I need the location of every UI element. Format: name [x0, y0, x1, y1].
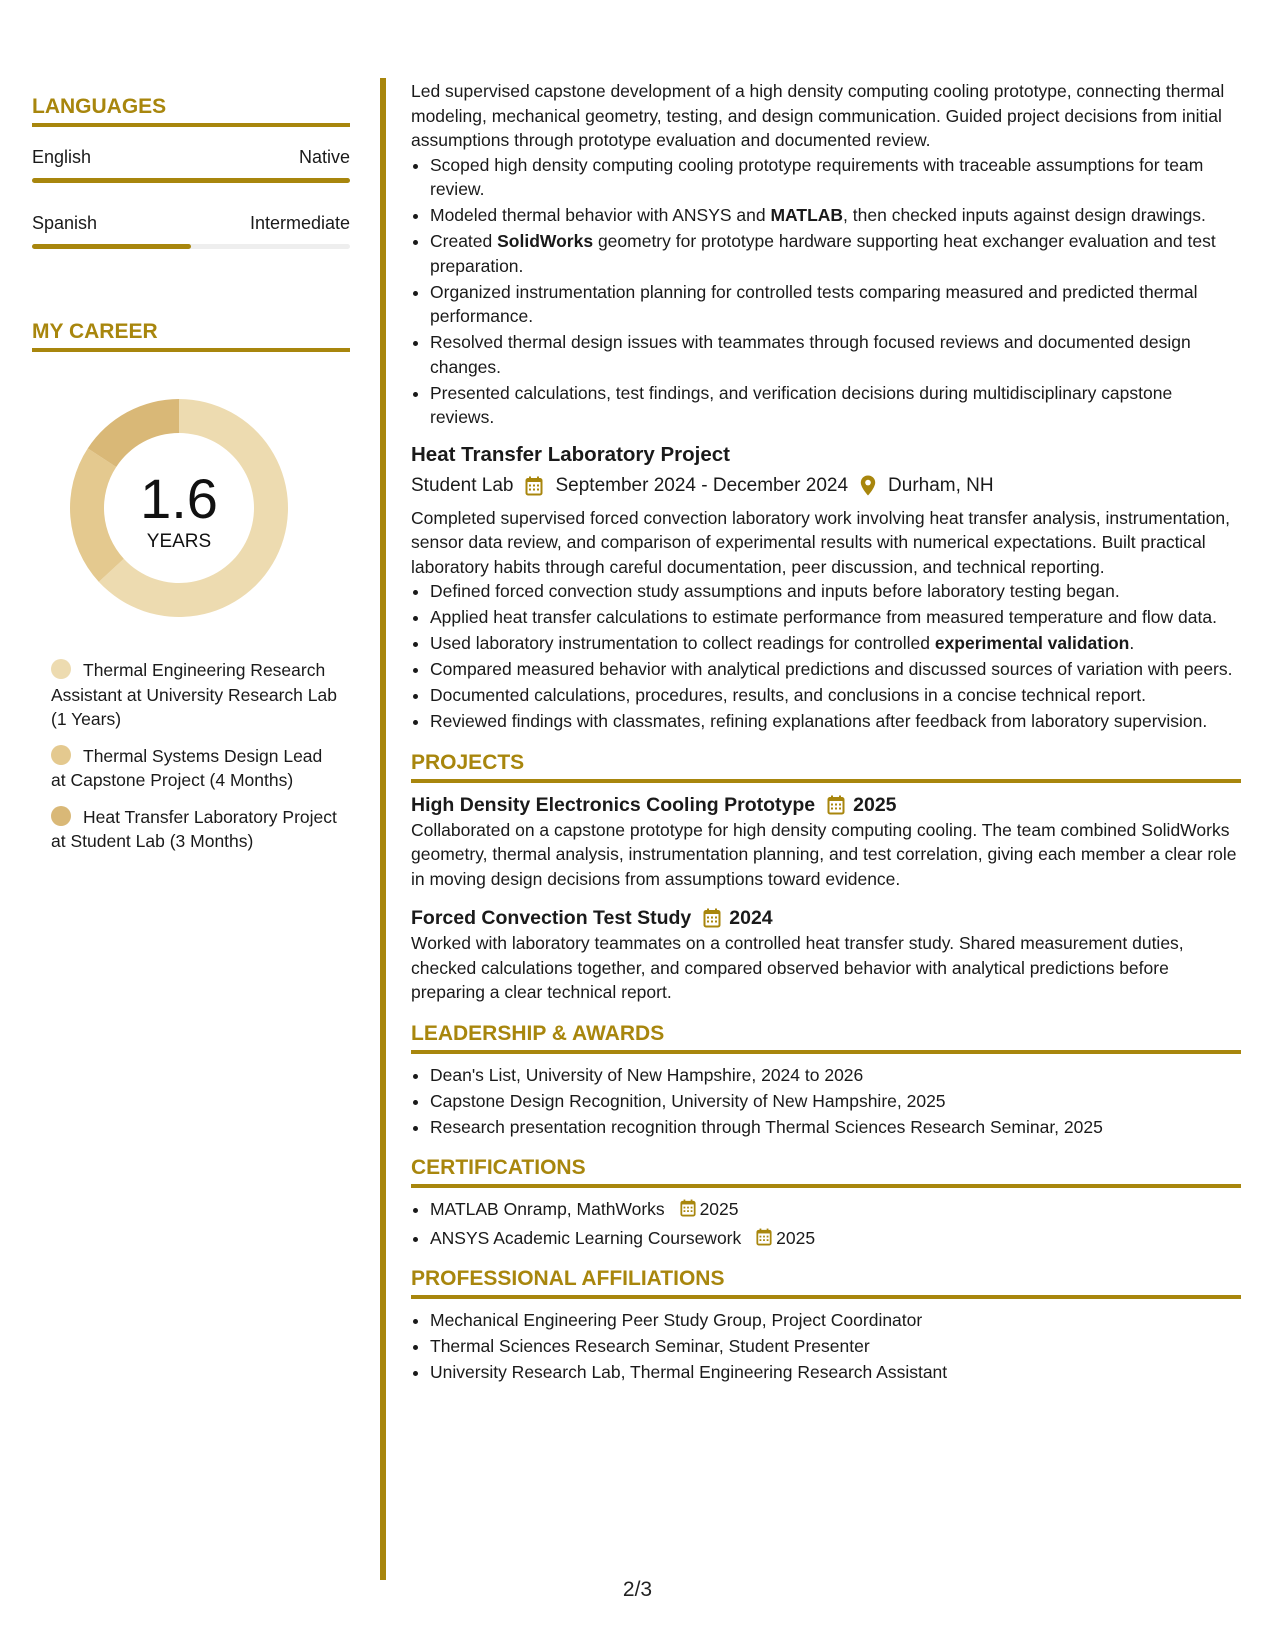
intro-bullets	[411, 153, 1241, 430]
bullet-item	[430, 381, 1241, 430]
language-proficiency-fill	[32, 178, 350, 183]
bullet-text: Defined forced convection study assumptions and inputs before laboratory testing began.	[430, 581, 1120, 601]
career-legend-item	[51, 658, 341, 732]
calendar-icon	[756, 1228, 772, 1246]
affiliations-list	[411, 1308, 1241, 1385]
intro-paragraph: Led supervised capstone development of a high density computing cooling prototype, connecting thermal modeling, mechanical geometry, testing, and design communication. Guided project decisions from initial assumptions through prototype evaluation and documented review.	[411, 81, 1225, 150]
entry-bullets	[411, 579, 1241, 734]
legend-dot-icon	[51, 745, 71, 765]
career-legend-item	[51, 744, 341, 793]
certification-year: 2025	[776, 1227, 816, 1248]
bullet-text: Compared measured behavior with analytical predictions and discussed sources of variation with peers.	[430, 659, 1233, 679]
column-divider	[380, 78, 386, 1580]
award-item: • Dean's List, University of New Hampshire, 2024 to 2026	[430, 1063, 1241, 1088]
bullet-text: .	[1129, 633, 1135, 653]
language-proficiency-bar	[32, 244, 350, 249]
entry-org: Student Lab	[411, 474, 514, 496]
location-pin-icon	[860, 475, 876, 496]
sidebar	[32, 94, 350, 866]
project-description: Worked with laboratory teammates on a controlled heat transfer study. Shared measurement duties, checked calculations together, and compared observed behavior with analytical predictions before preparing a clear technical report.	[411, 933, 1184, 1002]
bullet-item	[430, 605, 1241, 630]
career-total-years: 1.6	[140, 467, 218, 530]
calendar-icon	[703, 908, 721, 928]
bullet-text: Scoped high density computing cooling prototype requirements with traceable assumptions for team review.	[430, 154, 1204, 199]
legend-dot-icon	[51, 806, 71, 826]
bullet-bold-text: MATLAB	[770, 205, 844, 225]
bullet-text: Reviewed findings with classmates, refining explanations after feedback from laboratory supervision.	[430, 711, 1208, 731]
calendar-icon	[827, 795, 845, 815]
bullet-item	[430, 153, 1241, 202]
award-item: • Research presentation recognition through Thermal Sciences Research Seminar, 2025	[430, 1115, 1241, 1140]
career-donut-chart	[67, 396, 291, 620]
bullet-item	[430, 683, 1241, 708]
bullet-item	[430, 631, 1241, 656]
entry-dates: September 2024 - December 2024	[555, 474, 849, 496]
bullet-bold-text: experimental validation	[934, 633, 1130, 653]
bullet-bold-text: SolidWorks	[497, 231, 594, 251]
bullet-item	[430, 330, 1241, 379]
bullet-item	[430, 280, 1241, 329]
bullet-item	[430, 229, 1241, 278]
bullet-text: Modeled thermal behavior with ANSYS and	[430, 205, 771, 225]
calendar-icon	[525, 476, 543, 496]
language-proficiency-bar	[32, 178, 350, 183]
language-proficiency-fill	[32, 244, 191, 249]
certification-name: MATLAB Onramp, MathWorks	[430, 1199, 665, 1219]
bullet-text: , then checked inputs against design drawings.	[843, 205, 1206, 225]
language-name: Spanish	[32, 213, 98, 233]
career-legend-label: Thermal Systems Design Lead at Capstone Project (4 Months)	[51, 745, 323, 790]
affiliation-item: • Thermal Sciences Research Seminar, Student Presenter	[430, 1334, 1241, 1359]
affiliations-heading: PROFESSIONAL AFFILIATIONS	[411, 1266, 1241, 1299]
career-heading: MY CAREER	[32, 319, 350, 352]
bullet-text: Presented calculations, test findings, and verification decisions during multidisciplinary capstone reviews.	[430, 382, 1173, 427]
bullet-text: Created	[430, 231, 498, 251]
entry-location: Durham, NH	[888, 474, 994, 496]
language-item	[32, 145, 350, 183]
certification-year: 2025	[699, 1199, 739, 1219]
career-legend-label: Thermal Engineering Research Assistant at University Research Lab (1 Years)	[51, 660, 337, 729]
certification-item	[430, 1197, 1241, 1222]
bullet-item	[430, 203, 1241, 228]
language-name: English	[32, 147, 92, 167]
project-title-row	[411, 905, 1241, 931]
affiliation-item: • University Research Lab, Thermal Engineering Research Assistant	[430, 1360, 1241, 1385]
awards-heading: LEADERSHIP & AWARDS	[411, 1021, 1241, 1054]
main-content	[411, 79, 1241, 1386]
entry-meta	[411, 473, 1241, 499]
bullet-text: Used laboratory instrumentation to collect readings for controlled	[430, 633, 935, 653]
bullet-item	[430, 657, 1241, 682]
bullet-item	[430, 709, 1241, 734]
projects-heading: PROJECTS	[411, 750, 1241, 783]
page-number: 2/3	[622, 1578, 653, 1601]
bullet-item	[430, 579, 1241, 604]
bullet-text: Organized instrumentation planning for controlled tests comparing measured and predicted thermal performance.	[430, 281, 1198, 326]
bullet-text: Documented calculations, procedures, results, and conclusions in a concise technical report.	[430, 685, 1146, 705]
certifications-list	[411, 1197, 1241, 1250]
language-level: Native	[298, 147, 350, 167]
awards-list	[411, 1063, 1241, 1140]
calendar-icon	[680, 1199, 696, 1217]
project-year: 2025	[853, 793, 897, 816]
languages-heading: LANGUAGES	[32, 94, 350, 127]
career-legend-item	[51, 805, 341, 854]
bullet-text: Applied heat transfer calculations to estimate performance from measured temperature and flow data.	[430, 607, 1217, 627]
affiliation-item: • Mechanical Engineering Peer Study Group, Project Coordinator	[430, 1308, 1241, 1333]
project-title-row	[411, 792, 1241, 818]
certifications-heading: CERTIFICATIONS	[411, 1155, 1241, 1188]
entry-summary: Completed supervised forced convection laboratory work involving heat transfer analysis, instrumentation, sensor data review, and comparison of experimental results with numerical expectations. Built practical laboratory habits through careful documentation, peer discussion, and technical reporting.	[411, 507, 1231, 577]
career-total-unit: YEARS	[146, 531, 212, 552]
languages-list	[32, 145, 350, 249]
certification-item	[430, 1226, 1241, 1251]
language-level: Intermediate	[249, 213, 350, 233]
career-donut-center	[67, 396, 291, 620]
career-legend	[51, 658, 341, 854]
award-item: • Capstone Design Recognition, University of New Hampshire, 2025	[430, 1089, 1241, 1114]
entry-title: Heat Transfer Laboratory Project	[411, 442, 730, 466]
legend-dot-icon	[51, 659, 71, 679]
certification-name: ANSYS Academic Learning Coursework	[430, 1227, 742, 1248]
bullet-text: geometry for prototype hardware supporting heat exchanger evaluation and test preparation.	[430, 231, 1216, 276]
project-description: Collaborated on a capstone prototype for high density computing cooling. The team combined SolidWorks geometry, thermal analysis, instrumentation planning, and test correlation, giving each member a clear role in moving design decisions from assumptions toward evidence.	[411, 819, 1237, 889]
project-title: Forced Convection Test Study	[411, 907, 692, 929]
career-legend-label: Heat Transfer Laboratory Project at Student Lab (3 Months)	[51, 806, 337, 851]
bullet-text: Resolved thermal design issues with teammates through focused reviews and documented design changes.	[430, 332, 1191, 377]
language-item	[32, 211, 350, 249]
project-year: 2024	[729, 907, 773, 929]
project-title: High Density Electronics Cooling Prototype	[411, 793, 816, 816]
